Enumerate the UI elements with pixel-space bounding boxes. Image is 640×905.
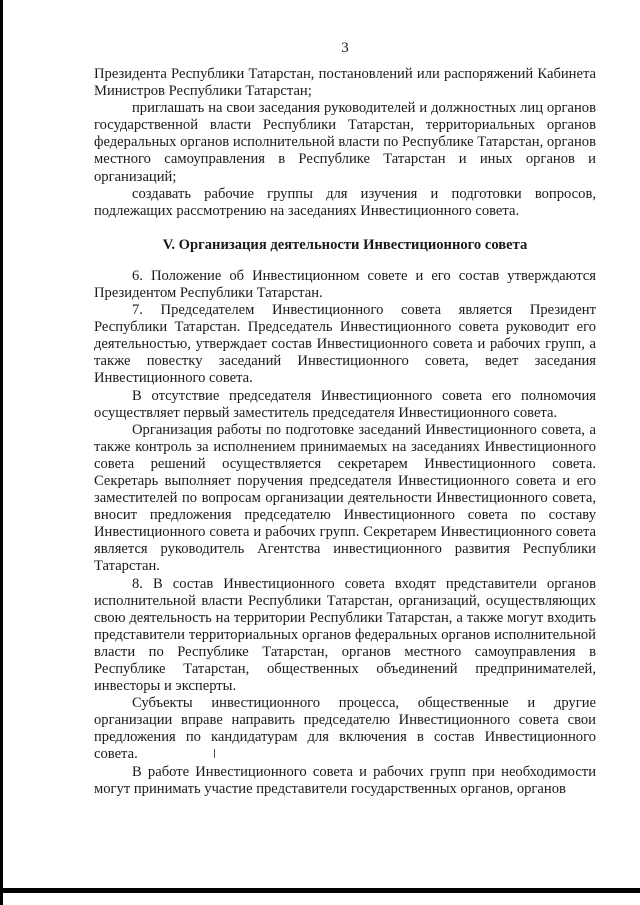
paragraph: 6. Положение об Инвестиционном совете и его состав утверждаются Президентом Республики Татарстан. <box>94 267 596 301</box>
paragraph: Субъекты инвестиционного процесса, общественные и другие организации вправе направить председателю Инвестиционного совета свои предложения по кандидатурам для включения в состав Инвестиционного совета. <box>94 695 596 763</box>
paragraph: Организация работы по подготовке заседаний Инвестиционного совета, а также контроль за исполнением принимаемых на заседаниях Инвестиционного совета решений осуществляется секретарем Инвестиционного совета. Секретарь выполняет поручения председателя Инвестиционного совета и его заместителей по вопросам организации деятельности Инвестиционного совета, вносит предложения председателю Инвестиционного совета по составу Инвестиционного совета и рабочих групп. Секретарем Инвестиционного совета является руководитель Агентства инвестиционного развития Республики Татарстан. <box>94 421 596 575</box>
document-body <box>94 66 596 798</box>
section-heading: V. Организация деятельности Инвестиционного совета <box>162 236 528 253</box>
page-number: 3 <box>341 40 349 56</box>
paragraph: 7. Председателем Инвестиционного совета является Президент Республики Татарстан. Председатель Инвестиционного совета руководит его деятельностью, утверждает состав Инвестиционного совета и рабочих групп, а также повестку заседаний Инвестиционного совета, ведет заседания Инвестиционного совета. <box>94 302 596 387</box>
scan-bottom-border <box>0 888 640 893</box>
paragraph: создавать рабочие группы для изучения и подготовки вопросов, подлежащих рассмотрению на заседаниях Инвестиционного совета. <box>94 185 596 219</box>
scan-left-border <box>0 0 3 905</box>
scan-artifact-mark <box>214 749 215 758</box>
paragraph: приглашать на свои заседания руководителей и должностных лиц органов государственной власти Республики Татарстан, территориальных органов федеральных органов исполнительной власти по Республике Татарстан, органов местного самоуправления в Республике Татарстан и иных органов и организаций; <box>94 100 596 185</box>
paragraph: В отсутствие председателя Инвестиционного совета его полномочия осуществляет первый заместитель председателя Инвестиционного совета. <box>94 387 596 421</box>
paragraph: В работе Инвестиционного совета и рабочих групп при необходимости могут принимать участие представители государственных органов, органов <box>94 763 596 797</box>
paragraph: Президента Республики Татарстан, постановлений или распоряжений Кабинета Министров Республики Татарстан; <box>94 66 596 100</box>
paragraph: 8. В состав Инвестиционного совета входят представители органов исполнительной власти Республики Татарстан, организаций, осуществляющих свою деятельность на территории Республики Татарстан, а также могут входить представители территориальных органов федеральных органов исполнительной власти по Республике Татарстан, органов местного самоуправления в Республике Татарстан, общественных объединений предпринимателей, инвесторы и эксперты. <box>94 575 596 695</box>
